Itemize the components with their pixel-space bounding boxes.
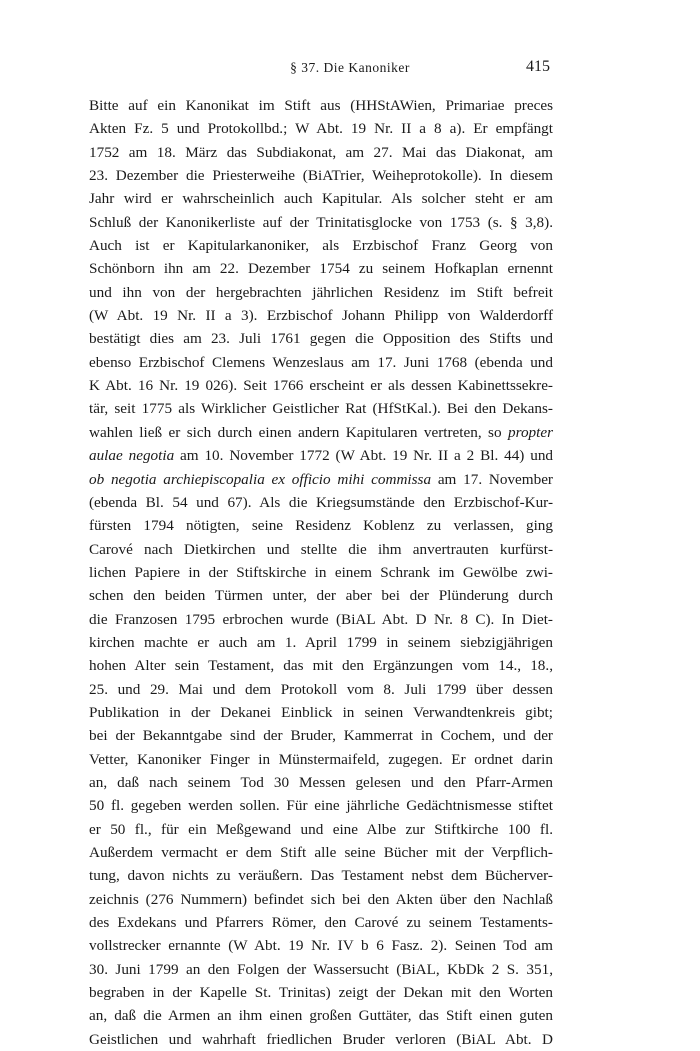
text-line (89, 678, 553, 701)
text-line (89, 841, 553, 864)
text-segment: ebenso Erzbischof Clemens Wenzeslaus am 17. Juni 1768 (ebenda und (89, 353, 553, 371)
text-line (89, 421, 553, 444)
text-segment: wahlen ließ er sich durch einen andern Kapitularen vertreten, so (89, 423, 508, 441)
text-line (89, 771, 553, 794)
text-line (89, 794, 553, 817)
text-line (89, 584, 553, 607)
text-segment: zeichnis (276 Nummern) befindet sich bei den Akten über den Nachlaß (89, 890, 553, 908)
text-segment: Schluß der Kanonikerliste auf der Trinitatisglocke von 1753 (s. § 3,8). (89, 213, 553, 231)
text-line (89, 981, 553, 1004)
text-segment: 25. und 29. Mai und dem Protokoll vom 8. Juli 1799 über dessen (89, 680, 553, 698)
text-line (89, 911, 553, 934)
text-line (89, 1004, 553, 1027)
text-segment: Außerdem vermacht er dem Stift alle seine Bücher mit der Verpflich- (89, 844, 553, 861)
text-line (89, 187, 553, 210)
page-number: 415 (526, 58, 550, 75)
text-segment: 30. Juni 1799 an den Folgen der Wassersucht (BiAL, KbDk 2 S. 351, (89, 960, 553, 978)
italic-text: propter (508, 423, 553, 441)
text-line (89, 234, 553, 257)
text-segment: (ebenda Bl. 54 und 67). Als die Kriegsumstände den Erzbischof-Kur- (89, 493, 553, 511)
text-line (89, 468, 553, 491)
text-segment: hohen Alter sein Testament, das mit den Ergänzungen vom 14., 18., (89, 657, 553, 675)
text-segment: Schönborn ihn am 22. Dezember 1754 zu seinem Hofkaplan ernennt (89, 260, 553, 278)
italic-text: aulae negotia (89, 447, 175, 465)
text-segment: fürsten 1794 nötigten, seine Residenz Koblenz zu verlassen, ging (89, 517, 553, 535)
text-line (89, 327, 553, 350)
text-line (89, 561, 553, 584)
text-segment: 50 fl. gegeben werden sollen. Für eine jährliche Gedächtnismesse stiftet (89, 797, 553, 815)
text-segment: Akten Fz. 5 und Protokollbd.; W Abt. 19 Nr. II a 8 a). Er empfängt (89, 120, 553, 138)
text-segment: an, daß die Armen an ihm einen großen Guttäter, das Stift einen guten (89, 1007, 553, 1025)
text-segment: am 10. November 1772 (W Abt. 19 Nr. II a 2 Bl. 44) und (174, 447, 554, 465)
text-line (89, 94, 553, 117)
text-line (89, 818, 553, 841)
running-head (0, 58, 700, 80)
text-line (89, 888, 553, 911)
text-line (89, 491, 553, 514)
text-segment: tung, davon nichts zu veräußern. Das Testament nebst dem Bücherver- (89, 867, 553, 885)
text-segment: er 50 fl., für ein Meßgewand und eine Albe zur Stiftkirche 100 fl. (89, 820, 553, 838)
text-segment: am 17. November (431, 470, 553, 488)
text-segment: bei der Bekanntgabe sind der Bruder, Kammerrat in Cochem, und der (89, 727, 553, 745)
text-line (89, 631, 553, 654)
text-line (89, 164, 553, 187)
text-line (89, 351, 553, 374)
text-segment: tär, seit 1775 als Wirklicher Geistlicher Rat (HfStKal.). Bei den Dekans- (89, 400, 553, 418)
text-segment: Carové nach Dietkirchen und stellte die ihm anvertrauten kurfürst- (89, 540, 553, 558)
text-line (89, 864, 553, 887)
text-segment: begraben in der Kapelle St. Trinitas) zeigt der Dekan mit den Worten (89, 984, 553, 1002)
text-line (89, 397, 553, 420)
text-line (89, 444, 553, 467)
text-line (89, 211, 553, 234)
text-line (89, 117, 553, 140)
text-line (89, 608, 553, 631)
text-segment: des Exdekans und Pfarrers Römer, den Carové zu seinem Testaments- (89, 914, 553, 932)
text-segment: K Abt. 16 Nr. 19 026). Seit 1766 erscheint er als dessen Kabinettssekre- (89, 377, 553, 395)
text-line (89, 724, 553, 747)
text-segment: Bitte auf ein Kanonikat im Stift aus (HHStAWien, Primariae preces (89, 97, 553, 114)
text-segment: und ihn von der hergebrachten jährlichen Residenz im Stift befreit (89, 283, 553, 301)
text-segment: 1752 am 18. März das Subdiakonat, am 27. Mai das Diakonat, am (89, 143, 553, 161)
text-segment: schen den beiden Türmen unter, der aber bei der Plünderung durch (89, 587, 553, 605)
text-segment: 23. Dezember die Priesterweihe (BiATrier, Weiheprotokolle). In diesem (89, 167, 553, 185)
text-line (89, 654, 553, 677)
body-text (89, 94, 553, 1051)
text-line (89, 281, 553, 304)
text-line (89, 374, 553, 397)
text-line (89, 934, 553, 957)
text-line (89, 141, 553, 164)
text-line (89, 701, 553, 724)
italic-text: ob negotia archiepiscopalia ex officio mihi commissa (89, 470, 432, 488)
text-segment: Geistlichen und wahrhaft friedlichen Bruder verloren (BiAL Abt. D (89, 1030, 553, 1048)
text-line (89, 748, 553, 771)
text-line (89, 538, 553, 561)
text-segment: an, daß nach seinem Tod 30 Messen gelesen und den Pfarr-Armen (89, 773, 553, 791)
text-line (89, 958, 553, 981)
text-segment: bestätigt dies am 23. Juli 1761 gegen die Opposition des Stifts und (89, 330, 553, 348)
text-segment: die Franzosen 1795 erbrochen wurde (BiAL Abt. D Nr. 8 C). In Diet- (89, 610, 553, 628)
text-line (89, 257, 553, 280)
text-line (89, 304, 553, 327)
text-segment: Jahr wird er wahrscheinlich auch Kapitular. Als solcher steht er am (89, 190, 553, 208)
text-line (89, 514, 553, 537)
running-title: § 37. Die Kanoniker (290, 60, 410, 75)
text-segment: lichen Papiere in der Stiftskirche in einem Schrank im Gewölbe zwi- (89, 563, 553, 581)
text-segment: Auch ist er Kapitularkanoniker, als Erzbischof Franz Georg von (89, 237, 553, 255)
text-segment: kirchen machte er auch am 1. April 1799 in seinem siebzigjährigen (89, 633, 553, 651)
text-segment: Vetter, Kanoniker Finger in Münstermaifeld, zugegen. Er ordnet darin (89, 750, 553, 768)
text-segment: vollstrecker ernannte (W Abt. 19 Nr. IV b 6 Fasz. 2). Seinen Tod am (89, 937, 553, 955)
text-segment: (W Abt. 19 Nr. II a 3). Erzbischof Johann Philipp von Walderdorff (89, 307, 553, 325)
text-segment: Publikation in der Dekanei Einblick in seinen Verwandtenkreis gibt; (89, 703, 553, 721)
